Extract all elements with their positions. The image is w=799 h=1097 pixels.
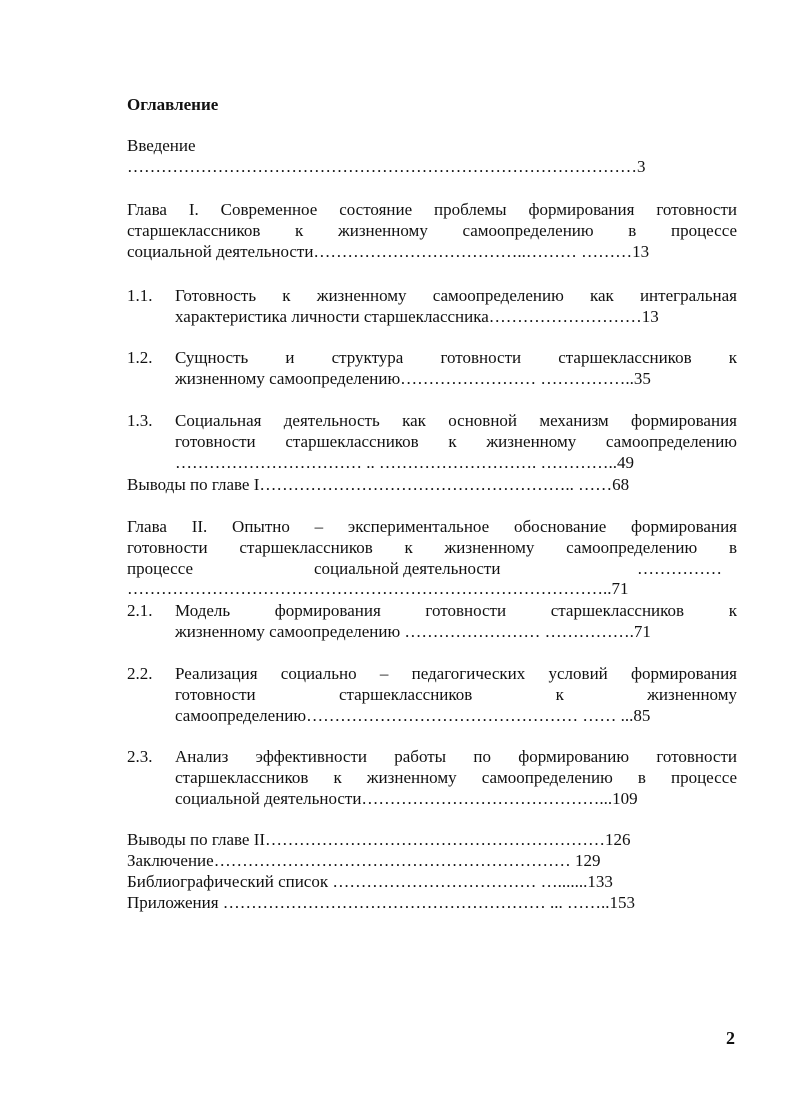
toc-s23-number: 2.3. bbox=[127, 747, 153, 766]
toc-heading: Оглавление bbox=[127, 95, 219, 114]
toc-s13-line3: …………………………… .. ………………………. …………..49 bbox=[175, 453, 634, 472]
toc-s22-line1: Реализация социально – педагогических условий формирования bbox=[175, 664, 737, 683]
toc-s12-line2: жизненному самоопределению…………………… ……………..35 bbox=[175, 369, 651, 388]
toc-s12-number: 1.2. bbox=[127, 348, 153, 367]
toc-conclusion: Заключение……………………………………………………… 129 bbox=[127, 851, 601, 870]
toc-bibliography: Библиографический список ……………………………… ….......133 bbox=[127, 872, 613, 891]
page-number: 2 bbox=[726, 1028, 735, 1048]
toc-ch2-line3c: …………… bbox=[637, 559, 722, 578]
toc-ch2-line3a: процессе bbox=[127, 559, 194, 578]
toc-s13-number: 1.3. bbox=[127, 411, 153, 430]
toc-s23-line2: старшеклассников к жизненному самоопределению в процессе bbox=[175, 768, 737, 787]
toc-appendices: Приложения ………………………………………………… ... ……..153 bbox=[127, 893, 636, 912]
toc-s11-line2: характеристика личности старшеклассника………………………13 bbox=[175, 307, 659, 326]
toc-ch2-line4: …………………………………………………………………………..71 bbox=[127, 579, 629, 598]
toc-s22-line3: самоопределению………………………………………… …… ...85 bbox=[175, 706, 651, 725]
toc-s13-line1: Социальная деятельность как основной механизм формирования bbox=[175, 411, 737, 430]
toc-s11-number: 1.1. bbox=[127, 286, 153, 305]
toc-intro-leader: ………………………………………………………………………………3 bbox=[127, 157, 646, 176]
toc-s21-number: 2.1. bbox=[127, 601, 153, 620]
toc-intro-label: Введение bbox=[127, 136, 196, 155]
toc-s11-line1: Готовность к жизненному самоопределению как интегральная bbox=[175, 286, 737, 305]
toc-ch2-line1: Глава II. Опытно – экспериментальное обоснование формирования bbox=[127, 517, 737, 536]
toc-conclusions-2: Выводы по главе II……………………………………………………126 bbox=[127, 830, 631, 849]
toc-ch2-line2: готовности старшеклассников к жизненному самоопределению в bbox=[127, 538, 737, 557]
toc-s12-line1: Сущность и структура готовности старшеклассников к bbox=[175, 348, 737, 367]
toc-s21-line1: Модель формирования готовности старшеклассников к bbox=[175, 601, 737, 620]
toc-s23-line1: Анализ эффективности работы по формированию готовности bbox=[175, 747, 737, 766]
toc-s23-line3: социальной деятельности……………………………………...109 bbox=[175, 789, 638, 808]
toc-conclusions-1: Выводы по главе I……………………………………………….. ……68 bbox=[127, 475, 630, 494]
toc-ch2-line3b: социальной деятельности bbox=[314, 559, 501, 578]
toc-s22-number: 2.2. bbox=[127, 664, 153, 683]
toc-s22-line2: готовности старшеклассников к жизненному bbox=[175, 685, 737, 704]
toc-s21-line2: жизненному самоопределению …………………… …………….71 bbox=[175, 622, 651, 641]
toc-ch1-line1: Глава I. Современное состояние проблемы формирования готовности bbox=[127, 200, 737, 219]
toc-ch1-line3: социальной деятельности………………………………..……… ………13 bbox=[127, 242, 650, 261]
toc-s13-line2: готовности старшеклассников к жизненному самоопределению bbox=[175, 432, 737, 451]
toc-ch1-line2: старшеклассников к жизненному самоопределению в процессе bbox=[127, 221, 737, 240]
